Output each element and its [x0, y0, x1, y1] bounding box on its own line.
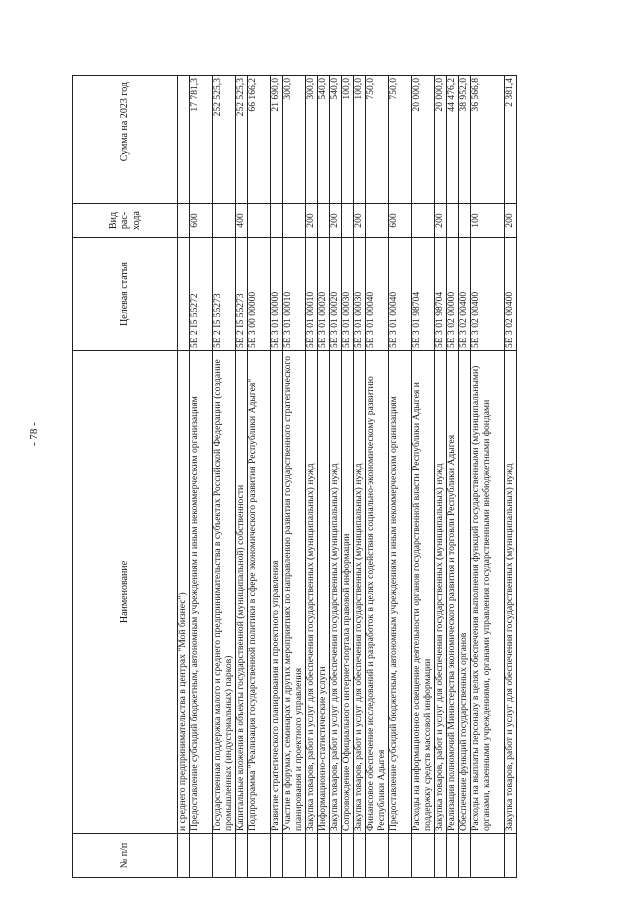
- row-target-cell: 5Е 3 02 00400: [471, 238, 505, 351]
- row-sum-cell: 750,0: [389, 76, 412, 204]
- row-name-cell: Государственная поддержка малого и среднего предпринимательства в субъектах Российской Федерации (создание промышленных (индустриальных) парков): [213, 351, 236, 834]
- row-num-cell: [190, 834, 213, 878]
- row-name-cell: и среднего предпринимательства в центрах "Мой бизнес"): [178, 351, 190, 834]
- row-target-cell: 5Е 3 01 00030: [342, 238, 354, 351]
- row-kind-cell: 600: [389, 204, 412, 238]
- row-name-cell: Расходы на выплаты персоналу в целях обеспечения выполнения функций государственными (муниципальными) органами, казенными учреждениями, органами управления государственными внебюджетными фондами: [471, 351, 505, 834]
- row-name-cell: Реализация полномочий Министерства экономического развития и торговли Республики Адыгея: [447, 351, 459, 834]
- table-row: [389, 76, 412, 878]
- table-body: [178, 76, 517, 878]
- row-num-cell: [330, 834, 342, 878]
- row-kind-cell: [178, 204, 190, 238]
- row-num-cell: [283, 834, 306, 878]
- row-sum-cell: 252 525,3: [236, 76, 248, 204]
- row-kind-cell: 100: [471, 204, 505, 238]
- row-name-cell: Подпрограмма "Реализация государственной политики в сфере экономического развития Республики Адыгея": [248, 351, 271, 834]
- row-num-cell: [412, 834, 435, 878]
- row-sum-cell: 20 000,0: [412, 76, 435, 204]
- row-target-cell: 5Е 3 00 00000: [248, 238, 271, 351]
- row-target-cell: 5Е 3 02 00400: [459, 238, 471, 351]
- row-sum-cell: 44 476,2: [447, 76, 459, 204]
- row-sum-cell: 20 000,0: [435, 76, 447, 204]
- table-row: [236, 76, 248, 878]
- row-name-cell: Финансовое обеспечение исследований и разработок в целях содействия социально-экономическому развитию Республики Адыгея: [366, 351, 389, 834]
- row-num-cell: [505, 834, 517, 878]
- row-num-cell: [471, 834, 505, 878]
- row-name-cell: Участие в форумах, семинарах и других мероприятиях по направлению развития государственного стратегического планирования и проектного управления: [283, 351, 306, 834]
- row-kind-cell: [366, 204, 389, 238]
- header-kind: Вид рас- хода: [73, 204, 178, 238]
- row-target-cell: 5Е 3 02 00400: [505, 238, 517, 351]
- row-sum-cell: 540,0: [318, 76, 330, 204]
- row-sum-cell: 2 381,4: [505, 76, 517, 204]
- row-num-cell: [318, 834, 330, 878]
- table-row: [283, 76, 306, 878]
- row-target-cell: 5Е 3 01 00000: [271, 238, 283, 351]
- row-name-cell: Обеспечение функций государственных органов: [459, 351, 471, 834]
- row-sum-cell: 300,0: [306, 76, 318, 204]
- row-sum-cell: 17 781,3: [190, 76, 213, 204]
- row-name-cell: Сопровождение Официального интернет-портала правовой информации: [342, 351, 354, 834]
- table-row: [342, 76, 354, 878]
- row-name-cell: Закупка товаров, работ и услуг для обеспечения государственных (муниципальных) нужд: [306, 351, 318, 834]
- table-row: [471, 76, 505, 878]
- row-name-cell: Предоставление субсидий бюджетным, автономным учреждениям и иным некоммерческим организациям: [190, 351, 213, 834]
- row-target-cell: 5Е 3 01 00010: [283, 238, 306, 351]
- row-target-cell: 5Е 2 I5 55273: [236, 238, 248, 351]
- row-kind-cell: 400: [236, 204, 248, 238]
- table-row: [366, 76, 389, 878]
- header-sum: Сумма на 2023 год: [73, 76, 178, 204]
- row-kind-cell: [318, 204, 330, 238]
- header-num: № п/п: [73, 834, 178, 878]
- row-sum-cell: 66 166,2: [248, 76, 271, 204]
- row-num-cell: [248, 834, 271, 878]
- row-sum-cell: [178, 76, 190, 204]
- table-row: [306, 76, 318, 878]
- budget-table-container: [72, 76, 640, 878]
- row-name-cell: Капитальные вложения в объекты государственной (муниципальной) собственности: [236, 351, 248, 834]
- row-kind-cell: [447, 204, 459, 238]
- row-kind-cell: [248, 204, 271, 238]
- row-sum-cell: 750,0: [366, 76, 389, 204]
- table-row: [213, 76, 236, 878]
- row-target-cell: [178, 238, 190, 351]
- row-kind-cell: 600: [190, 204, 213, 238]
- table-row: [178, 76, 190, 878]
- row-target-cell: 5Е 3 01 98704: [435, 238, 447, 351]
- row-num-cell: [213, 834, 236, 878]
- row-target-cell: 5Е 3 01 00040: [366, 238, 389, 351]
- row-name-cell: Развитие стратегического планирования и проектного управления: [271, 351, 283, 834]
- row-num-cell: [459, 834, 471, 878]
- row-num-cell: [389, 834, 412, 878]
- row-sum-cell: 38 952,0: [459, 76, 471, 204]
- row-sum-cell: 21 690,0: [271, 76, 283, 204]
- row-kind-cell: [459, 204, 471, 238]
- row-kind-cell: [213, 204, 236, 238]
- row-target-cell: 5Е 3 01 00020: [330, 238, 342, 351]
- row-kind-cell: 200: [354, 204, 366, 238]
- row-name-cell: Информационно-статистические услуги: [318, 351, 330, 834]
- row-sum-cell: 252 525,3: [213, 76, 236, 204]
- row-target-cell: 5Е 3 01 00030: [354, 238, 366, 351]
- row-kind-cell: 200: [330, 204, 342, 238]
- header-name: Наименование: [73, 351, 178, 834]
- row-target-cell: 5Е 3 01 00020: [318, 238, 330, 351]
- row-sum-cell: 100,0: [354, 76, 366, 204]
- row-num-cell: [435, 834, 447, 878]
- row-target-cell: 5Е 2 I5 55272: [190, 238, 213, 351]
- row-kind-cell: [271, 204, 283, 238]
- row-kind-cell: 200: [306, 204, 318, 238]
- row-sum-cell: 36 566,8: [471, 76, 505, 204]
- row-target-cell: 5Е 3 01 00010: [306, 238, 318, 351]
- row-sum-cell: 540,0: [330, 76, 342, 204]
- row-num-cell: [271, 834, 283, 878]
- header-target: Целевая статья: [73, 238, 178, 351]
- row-num-cell: [366, 834, 389, 878]
- row-target-cell: 5Е 3 02 00000: [447, 238, 459, 351]
- row-name-cell: Закупка товаров, работ и услуг для обеспечения государственных (муниципальных) нужд: [354, 351, 366, 834]
- row-num-cell: [342, 834, 354, 878]
- row-name-cell: Предоставление субсидий бюджетным, автономным учреждениям и иным некоммерческим организациям: [389, 351, 412, 834]
- row-name-cell: Закупка товаров, работ и услуг для обеспечения государственных (муниципальных) нужд: [505, 351, 517, 834]
- row-num-cell: [178, 834, 190, 878]
- table-row: [318, 76, 330, 878]
- row-name-cell: Закупка товаров, работ и услуг для обеспечения государственных (муниципальных) нужд: [435, 351, 447, 834]
- table-row: [435, 76, 447, 878]
- table-row: [459, 76, 471, 878]
- row-num-cell: [236, 834, 248, 878]
- table-row: [330, 76, 342, 878]
- table-row: [190, 76, 213, 878]
- row-name-cell: Расходы на информационное освещение деятельности органов государственной власти Республики Адыгея и поддержку средств массовой информации: [412, 351, 435, 834]
- row-kind-cell: [412, 204, 435, 238]
- budget-table: [72, 75, 517, 878]
- table-header-row: [73, 76, 178, 878]
- table-row: [248, 76, 271, 878]
- row-kind-cell: 200: [435, 204, 447, 238]
- row-num-cell: [447, 834, 459, 878]
- table-row: [505, 76, 517, 878]
- row-num-cell: [354, 834, 366, 878]
- row-target-cell: 5Е 3 01 00040: [389, 238, 412, 351]
- table-row: [412, 76, 435, 878]
- table-row: [354, 76, 366, 878]
- row-num-cell: [306, 834, 318, 878]
- table-row: [271, 76, 283, 878]
- row-sum-cell: 100,0: [342, 76, 354, 204]
- row-target-cell: 5Е 3 01 98704: [412, 238, 435, 351]
- table-row: [447, 76, 459, 878]
- page-number: - 78 -: [28, 422, 40, 446]
- row-kind-cell: [342, 204, 354, 238]
- row-target-cell: 5Е 2 I5 55273: [213, 238, 236, 351]
- row-sum-cell: 300,0: [283, 76, 306, 204]
- row-kind-cell: [283, 204, 306, 238]
- row-kind-cell: 200: [505, 204, 517, 238]
- row-name-cell: Закупка товаров, работ и услуг для обеспечения государственных (муниципальных) нужд: [330, 351, 342, 834]
